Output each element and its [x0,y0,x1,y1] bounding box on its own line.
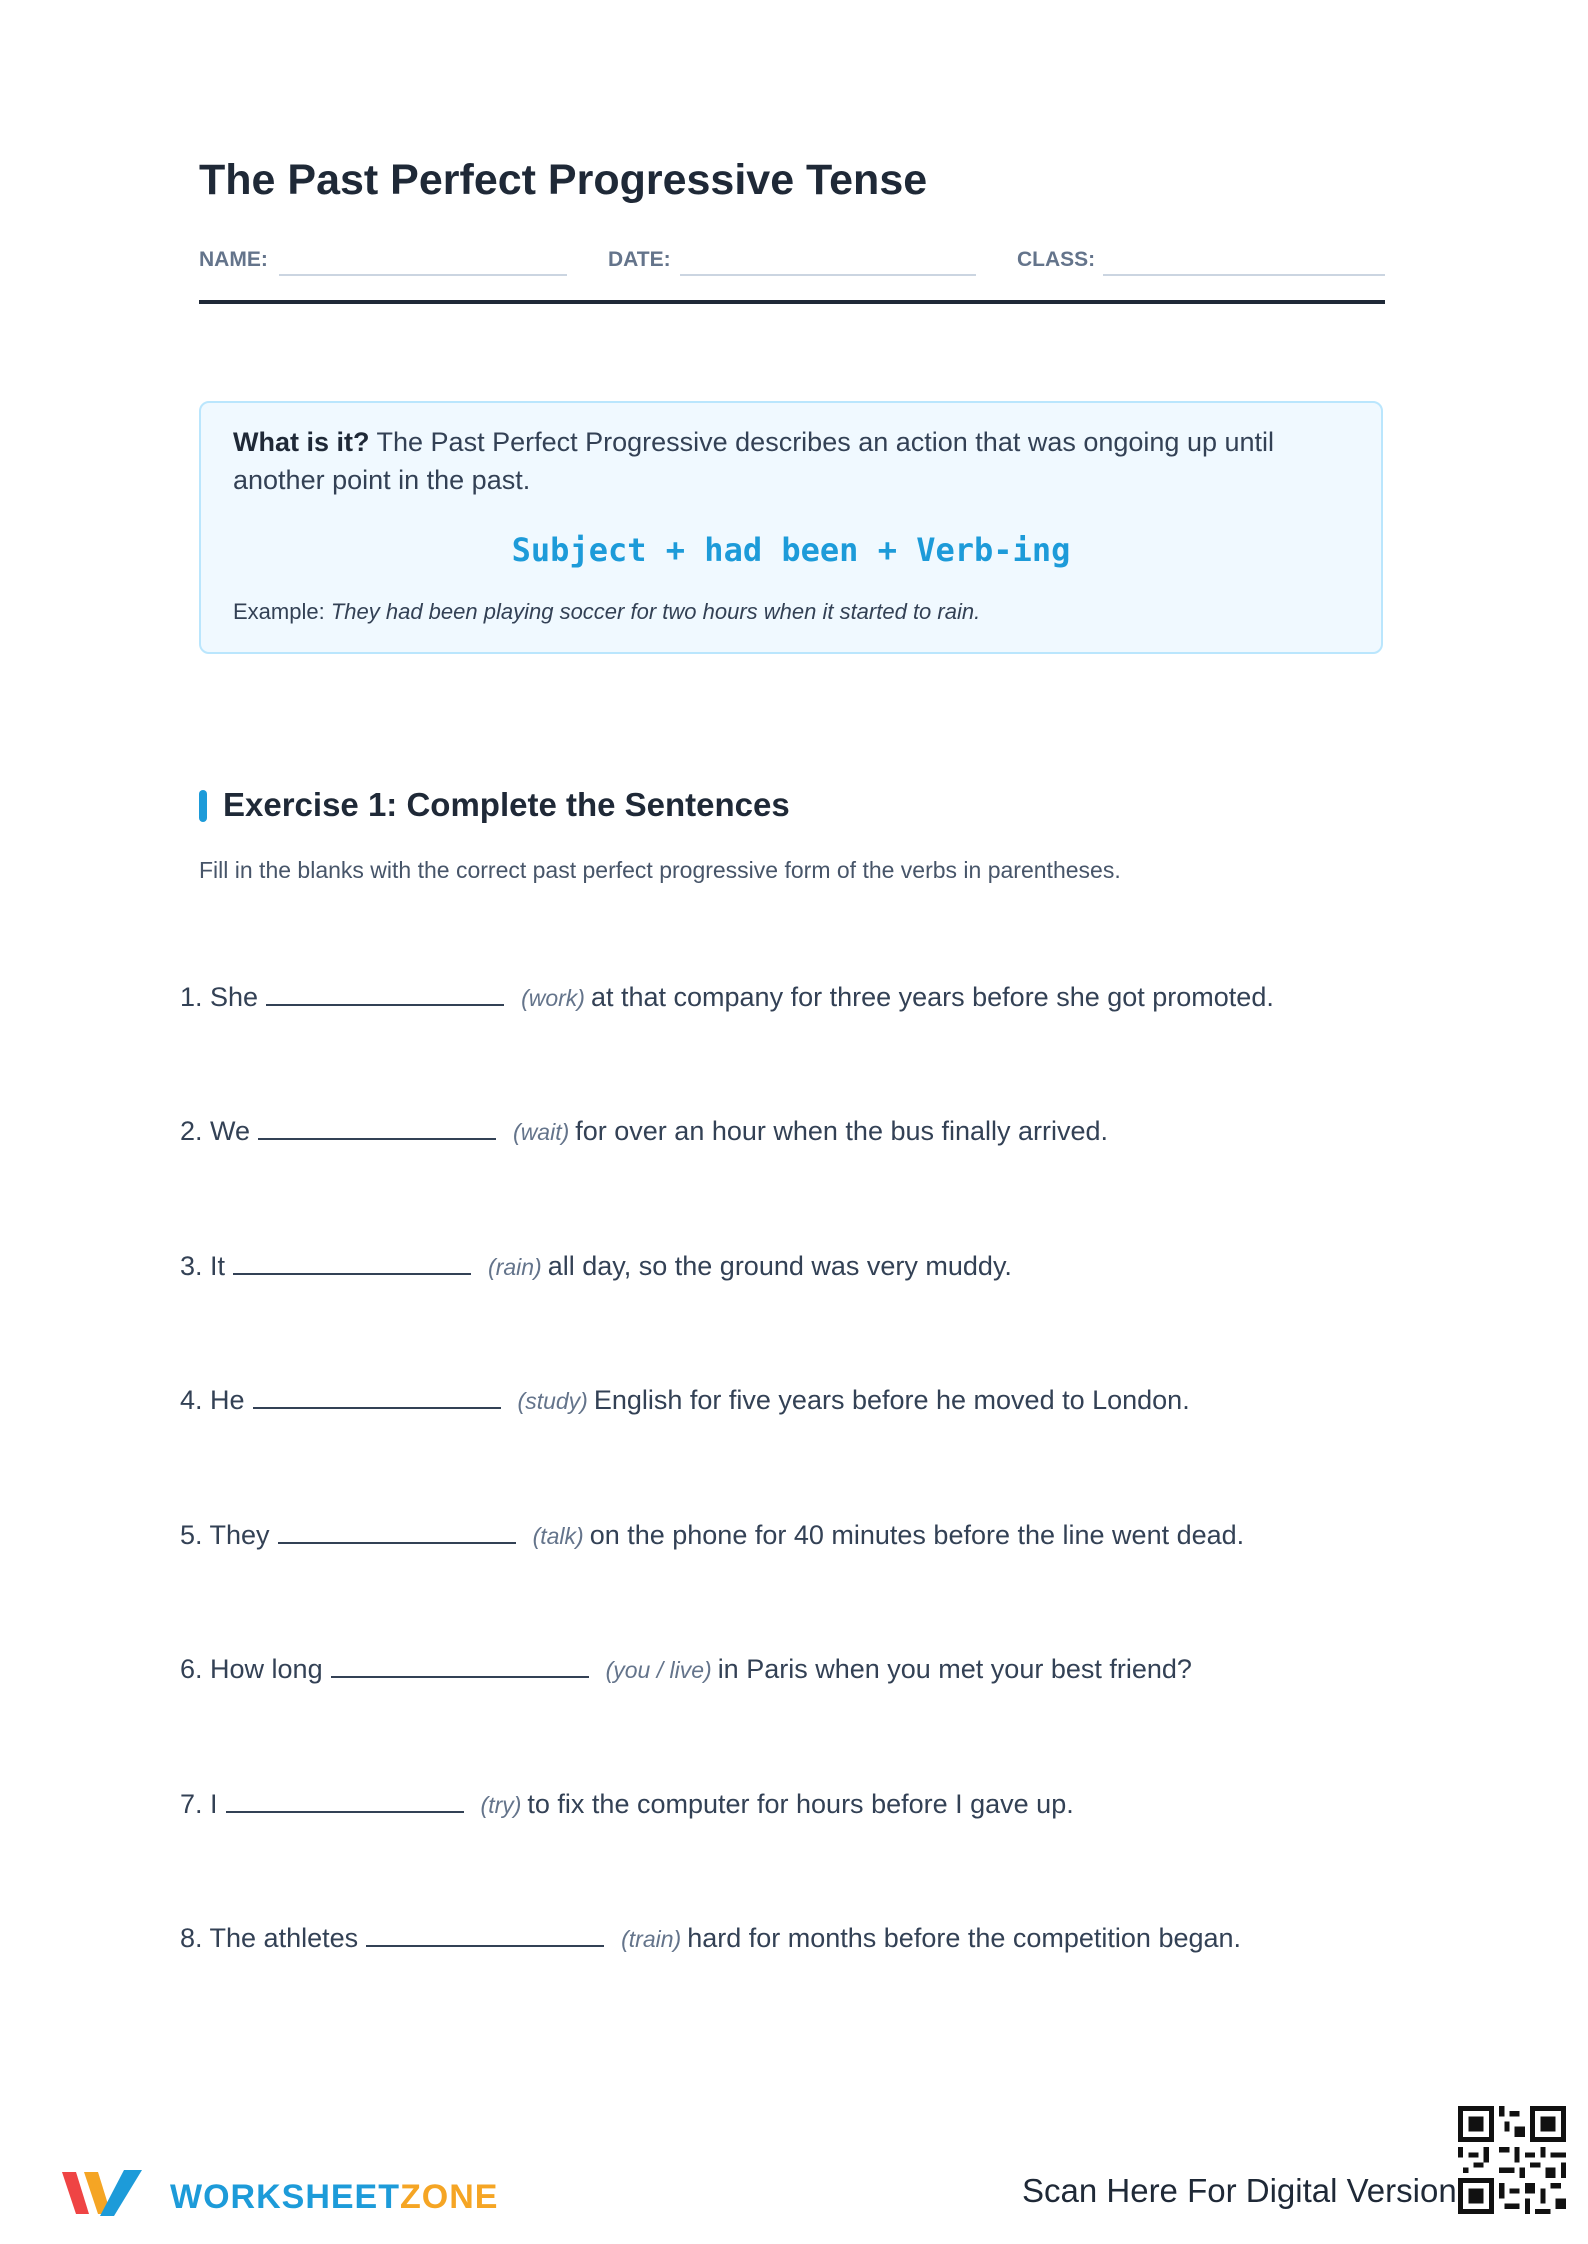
logo-mark-icon [62,2166,158,2222]
question-item [180,1112,1108,1152]
definition-text [233,423,1343,499]
question-start: 1. She [180,982,259,1012]
verb-hint: (you / live) [605,1657,712,1683]
section-accent-bar [199,790,207,822]
answer-blank[interactable] [366,1919,604,1947]
question-end: in Paris when you met your best friend? [717,1654,1192,1684]
definition-box [199,401,1383,654]
verb-hint: (wait) [513,1119,570,1145]
question-end: for over an hour when the bus finally arrived. [575,1116,1109,1146]
question-start: 3. It [180,1251,226,1281]
exercise-title: Exercise 1: Complete the Sentences [223,786,790,823]
verb-hint: (work) [521,985,585,1011]
answer-blank[interactable] [258,1112,496,1140]
qr-code-icon[interactable] [1458,2106,1566,2214]
question-end: all day, so the ground was very muddy. [547,1251,1012,1281]
question-end: on the phone for 40 minutes before the line went dead. [589,1520,1245,1550]
question-start: 7. I [180,1789,218,1819]
verb-hint: (try) [480,1792,522,1818]
date-blank-line[interactable] [680,274,976,276]
question-start: 4. He [180,1385,245,1415]
answer-blank[interactable] [266,978,504,1006]
logo-word-zone: ZONE [400,2178,499,2216]
scan-caption: Scan Here For Digital Version [1022,2172,1457,2209]
question-item [180,1516,1244,1556]
exercise-instructions: Fill in the blanks with the correct past perfect progressive form of the verbs in parentheses. [199,857,1121,883]
question-start: 5. They [180,1520,270,1550]
answer-blank[interactable] [233,1247,471,1275]
question-end: at that company for three years before she got promoted. [590,982,1274,1012]
tense-formula: Subject + had been + Verb-ing [511,531,1071,569]
worksheetzone-logo[interactable] [62,2166,499,2222]
definition-lead: What is it? [233,427,370,457]
question-item [180,1785,1074,1825]
answer-blank[interactable] [226,1785,464,1813]
answer-blank[interactable] [253,1381,501,1409]
date-label: DATE: [608,248,671,271]
worksheet-title: The Past Perfect Progressive Tense [199,156,928,204]
question-start: 6. How long [180,1654,323,1684]
header-divider [199,300,1385,304]
date-field[interactable] [608,238,978,278]
class-label: CLASS: [1017,248,1096,271]
example-sentence [233,599,980,625]
example-label: Example: [233,599,325,624]
name-label: NAME: [199,248,268,271]
logo-wordmark [170,2178,498,2217]
verb-hint: (talk) [532,1523,584,1549]
definition-body: The Past Perfect Progressive describes an action that was ongoing up until another point in the past. [233,427,1275,495]
student-info-row [199,238,1385,278]
verb-hint: (rain) [488,1254,542,1280]
question-item [180,1247,1012,1287]
logo-word-worksheet: WORKSHEET [170,2178,400,2216]
question-end: to fix the computer for hours before I gave up. [527,1789,1074,1819]
question-end: hard for months before the competition began. [687,1923,1242,1953]
class-field[interactable] [1017,238,1385,278]
question-start: 8. The athletes [180,1923,359,1953]
answer-blank[interactable] [278,1516,516,1544]
question-start: 2. We [180,1116,251,1146]
question-item [180,1650,1192,1690]
example-text: They had been playing soccer for two hours when it started to rain. [330,599,981,624]
question-end: English for five years before he moved to London. [593,1385,1190,1415]
verb-hint: (train) [621,1926,682,1952]
class-blank-line[interactable] [1103,274,1385,276]
question-item [180,1919,1241,1959]
answer-blank[interactable] [331,1650,589,1678]
question-item [180,1381,1190,1421]
question-item [180,978,1274,1018]
name-blank-line[interactable] [279,274,567,276]
verb-hint: (study) [517,1388,588,1414]
name-field[interactable] [199,238,569,278]
